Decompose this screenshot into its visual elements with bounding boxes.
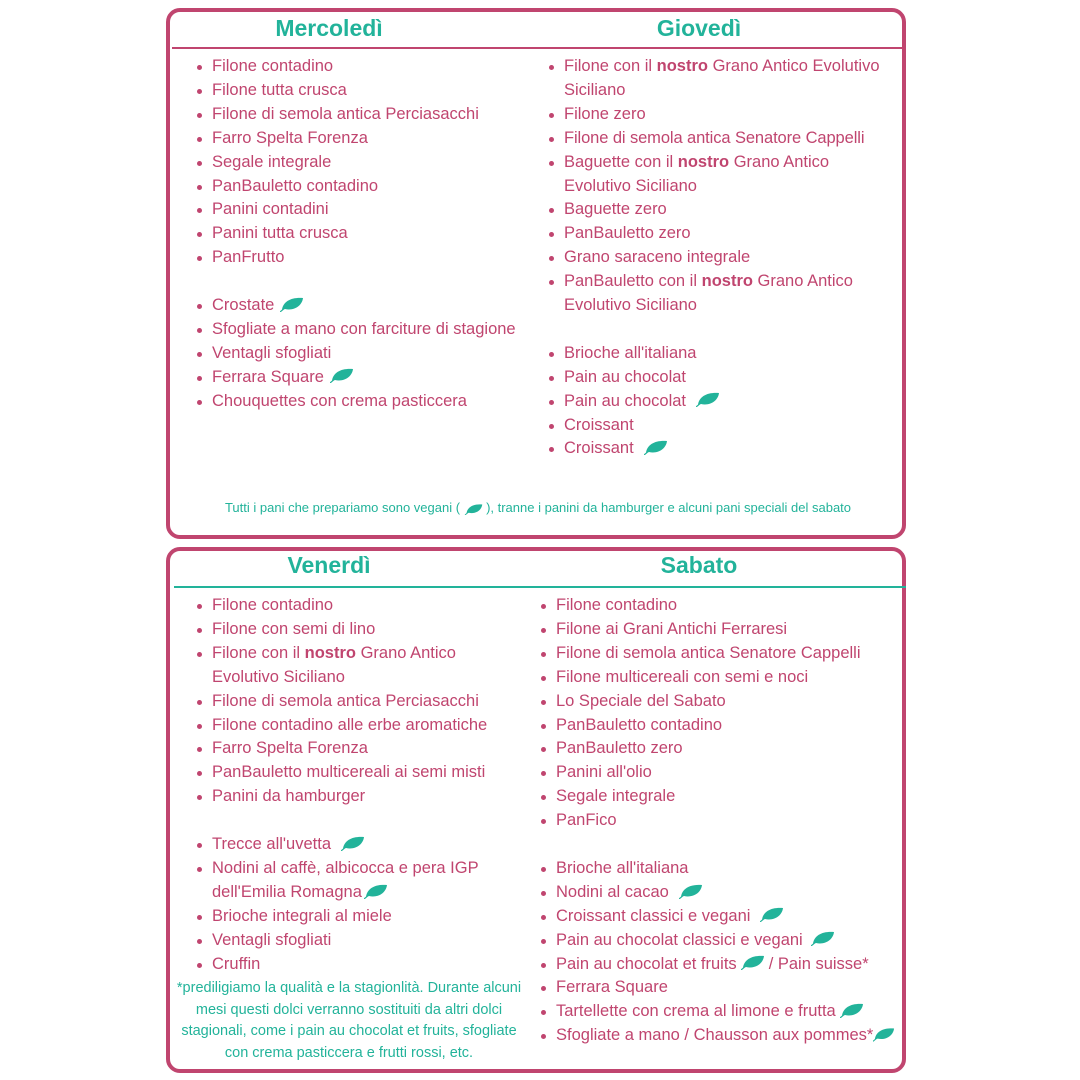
list-item: PanFico: [541, 809, 903, 833]
list-item: Filone contadino: [197, 594, 527, 618]
item-label: Ferrara Square: [212, 367, 324, 386]
list-item: [197, 833, 527, 857]
item-label: Nodini al caffè, albicocca e pera IGP dell'Emilia Romagna: [212, 858, 479, 901]
leaf-icon: [696, 391, 720, 407]
list-item: Baguette con il nostro Grano Antico Evolutivo Siciliano: [549, 151, 894, 199]
seasonal-footnote: *prediligiamo la qualità e la stagionlità. Durante alcuni mesi questi dolci verranno sostituiti da altri dolci stagionali, come i pain au chocolat et fruits, sfogliate con crema pasticcera e frutti rossi, etc.: [176, 980, 522, 1061]
item-label: Pain au chocolat classici e vegani: [556, 930, 803, 949]
thursday-list: [549, 55, 894, 461]
leaf-icon: [741, 954, 765, 970]
list-item: [541, 953, 903, 977]
list-item: [197, 366, 542, 390]
list-item: Filone con il nostro Grano Antico Evolutivo Siciliano: [197, 642, 527, 690]
leaf-icon: [280, 296, 304, 312]
divider: [174, 586, 906, 588]
friday-list: [197, 594, 527, 976]
item-label: Trecce all'uvetta: [212, 835, 332, 854]
leaf-icon: [840, 1002, 864, 1018]
item-label: Pain au chocolat: [564, 391, 687, 410]
list-item: Filone di semola antica Perciasacchi: [197, 690, 527, 714]
list-item: Pain au chocolat: [549, 366, 894, 390]
list-item: Filone di semola antica Perciasacchi: [197, 103, 542, 127]
list-item: [549, 437, 894, 461]
list-item: PanBauletto contadino: [197, 175, 542, 199]
item-label: Croissant: [564, 439, 634, 458]
day-title-thursday: Giovedì: [656, 15, 742, 41]
divider: [172, 47, 904, 49]
list-item: Filone zero: [549, 103, 894, 127]
list-item: Filone con semi di lino: [197, 618, 527, 642]
list-item: Sfogliate a mano con farciture di stagione: [197, 318, 542, 342]
saturday-list: [541, 594, 903, 1048]
item-label: Croissant classici e vegani: [556, 906, 751, 925]
leaf-icon: [679, 883, 703, 899]
list-item: Filone tutta crusca: [197, 79, 542, 103]
list-item: Ventagli sfogliati: [197, 929, 527, 953]
day-title-friday: Venerdì: [287, 552, 371, 578]
list-item: [197, 857, 527, 905]
list-item: Panini tutta crusca: [197, 222, 542, 246]
list-item: [541, 1000, 903, 1024]
list-item: Grano saraceno integrale: [549, 246, 894, 270]
list-item: PanBauletto contadino: [541, 714, 903, 738]
list-item: Lo Speciale del Sabato: [541, 690, 903, 714]
leaf-icon: [811, 930, 835, 946]
list-item: PanFrutto: [197, 246, 542, 270]
list-item: Filone di semola antica Senatore Cappelli: [549, 127, 894, 151]
list-item: [541, 929, 903, 953]
item-suffix: / Pain suisse*: [768, 954, 869, 973]
list-item: Baguette zero: [549, 198, 894, 222]
day-title-saturday: Sabato: [660, 552, 738, 578]
list-item: Farro Spelta Forenza: [197, 737, 527, 761]
list-item: Brioche all'italiana: [549, 342, 894, 366]
list-item: PanBauletto multicereali ai semi misti: [197, 761, 527, 785]
leaf-icon: [873, 1026, 895, 1042]
leaf-icon: [644, 439, 668, 455]
list-item: [541, 1024, 903, 1048]
list-item: [549, 390, 894, 414]
list-item: Cruffin: [197, 953, 527, 977]
list-item: Farro Spelta Forenza: [197, 127, 542, 151]
list-item: PanBauletto zero: [541, 737, 903, 761]
list-item: Ventagli sfogliati: [197, 342, 542, 366]
list-item: Brioche integrali al miele: [197, 905, 527, 929]
list-item: Ferrara Square: [541, 976, 903, 1000]
list-item: Filone con il nostro Grano Antico Evolutivo Siciliano: [549, 55, 894, 103]
wednesday-list: [197, 55, 542, 414]
list-item: Filone ai Grani Antichi Ferraresi: [541, 618, 903, 642]
list-item: Segale integrale: [197, 151, 542, 175]
item-label: Crostate: [212, 296, 275, 315]
list-item: PanBauletto con il nostro Grano Antico Evolutivo Siciliano: [549, 270, 894, 318]
item-label: Nodini al cacao: [556, 882, 669, 901]
list-item: Panini contadini: [197, 198, 542, 222]
list-item: Croissant: [549, 414, 894, 438]
list-item: Panini da hamburger: [197, 785, 527, 809]
list-item: [197, 294, 542, 318]
item-label: Pain au chocolat et fruits: [556, 954, 737, 973]
item-label: Sfogliate a mano / Chausson aux pommes*: [556, 1026, 874, 1045]
list-item: Filone contadino: [197, 55, 542, 79]
day-title-wednesday: Mercoledì: [275, 15, 383, 41]
leaf-icon: [464, 503, 484, 515]
list-item: Filone contadino: [541, 594, 903, 618]
list-item: PanBauletto zero: [549, 222, 894, 246]
list-item: Panini all'olio: [541, 761, 903, 785]
leaf-icon: [341, 835, 365, 851]
leaf-icon: [330, 367, 354, 383]
list-item: Segale integrale: [541, 785, 903, 809]
leaf-icon: [760, 906, 784, 922]
list-item: [541, 905, 903, 929]
list-item: Filone multicereali con semi e noci: [541, 666, 903, 690]
list-item: Brioche all'italiana: [541, 857, 903, 881]
list-item: [541, 881, 903, 905]
item-label: Tartellette con crema al limone e frutta: [556, 1002, 836, 1021]
list-item: Filone contadino alle erbe aromatiche: [197, 714, 527, 738]
list-item: Filone di semola antica Senatore Cappelli: [541, 642, 903, 666]
list-item: Chouquettes con crema pasticcera: [197, 390, 542, 414]
leaf-icon: [364, 883, 388, 899]
vegan-note: Tutti i pani che prepariamo sono vegani ( ), tranne i panini da hamburger e alcuni pani speciali del sabato: [224, 500, 852, 515]
